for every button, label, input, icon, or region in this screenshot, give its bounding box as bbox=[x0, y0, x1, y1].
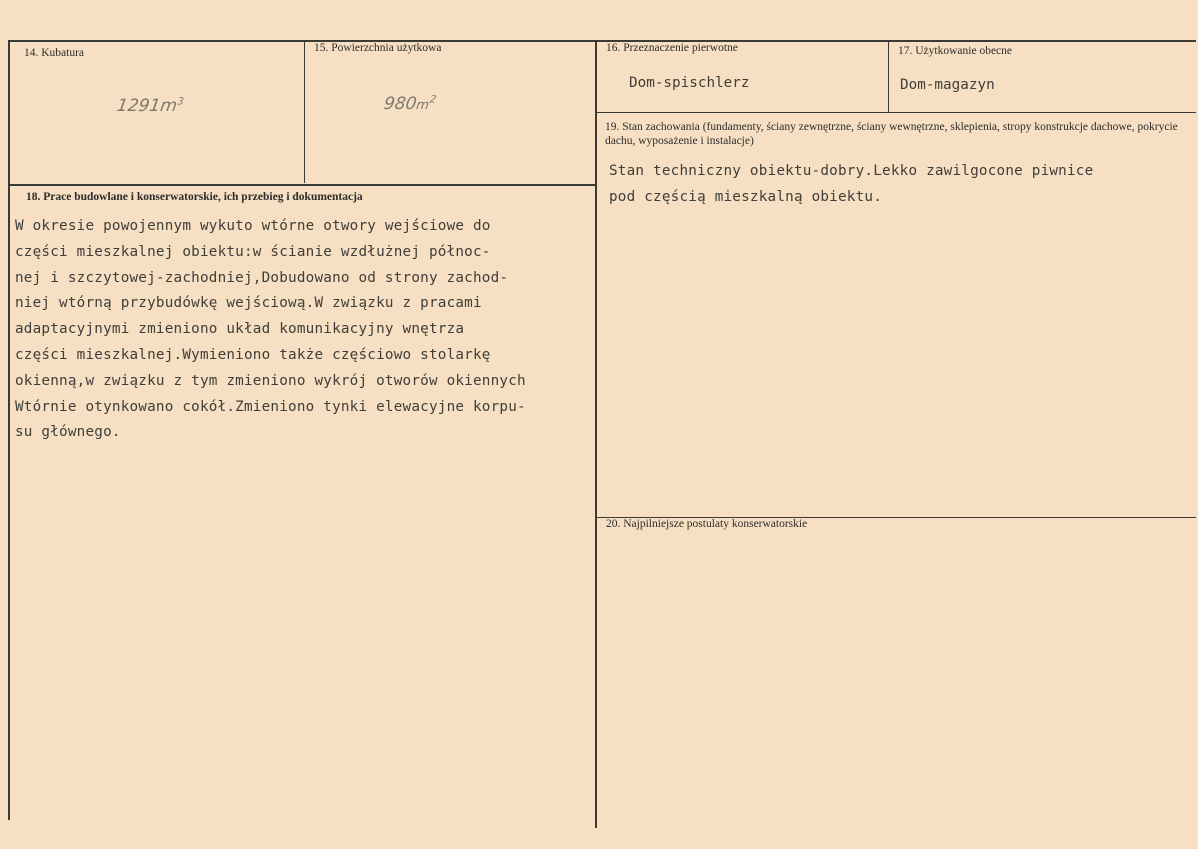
field-18-line: Wtórnie otynkowano cokół.Zmieniono tynki elewacyjne korpu- bbox=[15, 398, 526, 415]
field-15-number: 980 bbox=[382, 94, 418, 114]
center-divider-line bbox=[595, 40, 597, 828]
field-18-line: niej wtórną przybudówkę wejściową.W związku z pracami bbox=[15, 295, 482, 312]
field-16-label: 16. Przeznaczenie pierwotne bbox=[606, 42, 738, 54]
field-18-line: części mieszkalnej obiektu:w ścianie wzdłużnej północ- bbox=[15, 243, 491, 260]
field-18-line: W okresie powojennym wykuto wtórne otwory wejściowe do bbox=[15, 218, 491, 234]
field-14-number: 1291 bbox=[115, 96, 162, 116]
field-19-label: 19. Stan zachowania (fundamenty, ściany zewnętrzne, ściany wewnętrzne, sklepienia, stropy konstrukcje dachowe, pokrycie dachu, wyposażenie i instalacje) bbox=[605, 121, 1178, 147]
rule-under-14-15 bbox=[8, 184, 596, 186]
field-16-value: Dom-spischlerz bbox=[629, 75, 750, 91]
field-18-line: części mieszkalnej.Wymieniono także częściowo stolarkę bbox=[15, 346, 491, 363]
field-18-label: 18. Prace budowlane i konserwatorskie, ich przebieg i dokumentacja bbox=[26, 191, 363, 203]
field-15-unit-sup: 2 bbox=[428, 94, 437, 106]
field-17-value: Dom-magazyn bbox=[900, 77, 995, 93]
field-19-line: pod częścią mieszkalną obiektu. bbox=[609, 188, 883, 205]
field-17-label: 17. Użytkowanie obecne bbox=[898, 45, 1013, 57]
field-20-label: 20. Najpilniejsze postulaty konserwatorskie bbox=[606, 518, 808, 530]
field-18-line: okienną,w związku z tym zmieniono wykrój otworów okiennych bbox=[15, 372, 526, 389]
field-15-handwritten-value bbox=[383, 94, 437, 114]
top-border-line bbox=[8, 40, 1196, 42]
rule-under-16-17 bbox=[596, 112, 1196, 113]
field-19-line: Stan techniczny obiektu-dobry.Lekko zawilgocone piwnice bbox=[609, 163, 1094, 179]
field-15-unit: m bbox=[415, 98, 430, 113]
left-border-line bbox=[8, 40, 10, 820]
field-18-line: nej i szczytowej-zachodniej,Dobudowano od strony zachod- bbox=[15, 269, 509, 286]
field-18-line: su głównego. bbox=[15, 424, 121, 441]
field-19-text bbox=[609, 159, 1093, 211]
field-18-text bbox=[15, 214, 526, 446]
field-14-handwritten-value bbox=[116, 96, 185, 116]
divider-14-15 bbox=[304, 40, 305, 183]
field-14-unit-sup: 3 bbox=[176, 96, 185, 108]
divider-16-17 bbox=[888, 40, 889, 112]
field-15-label: 15. Powierzchnia użytkowa bbox=[314, 42, 442, 54]
field-18-line: adaptacyjnymi zmieniono układ komunikacyjny wnętrza bbox=[15, 321, 465, 338]
field-14-unit: m bbox=[158, 96, 179, 116]
field-14-label: 14. Kubatura bbox=[24, 47, 85, 59]
